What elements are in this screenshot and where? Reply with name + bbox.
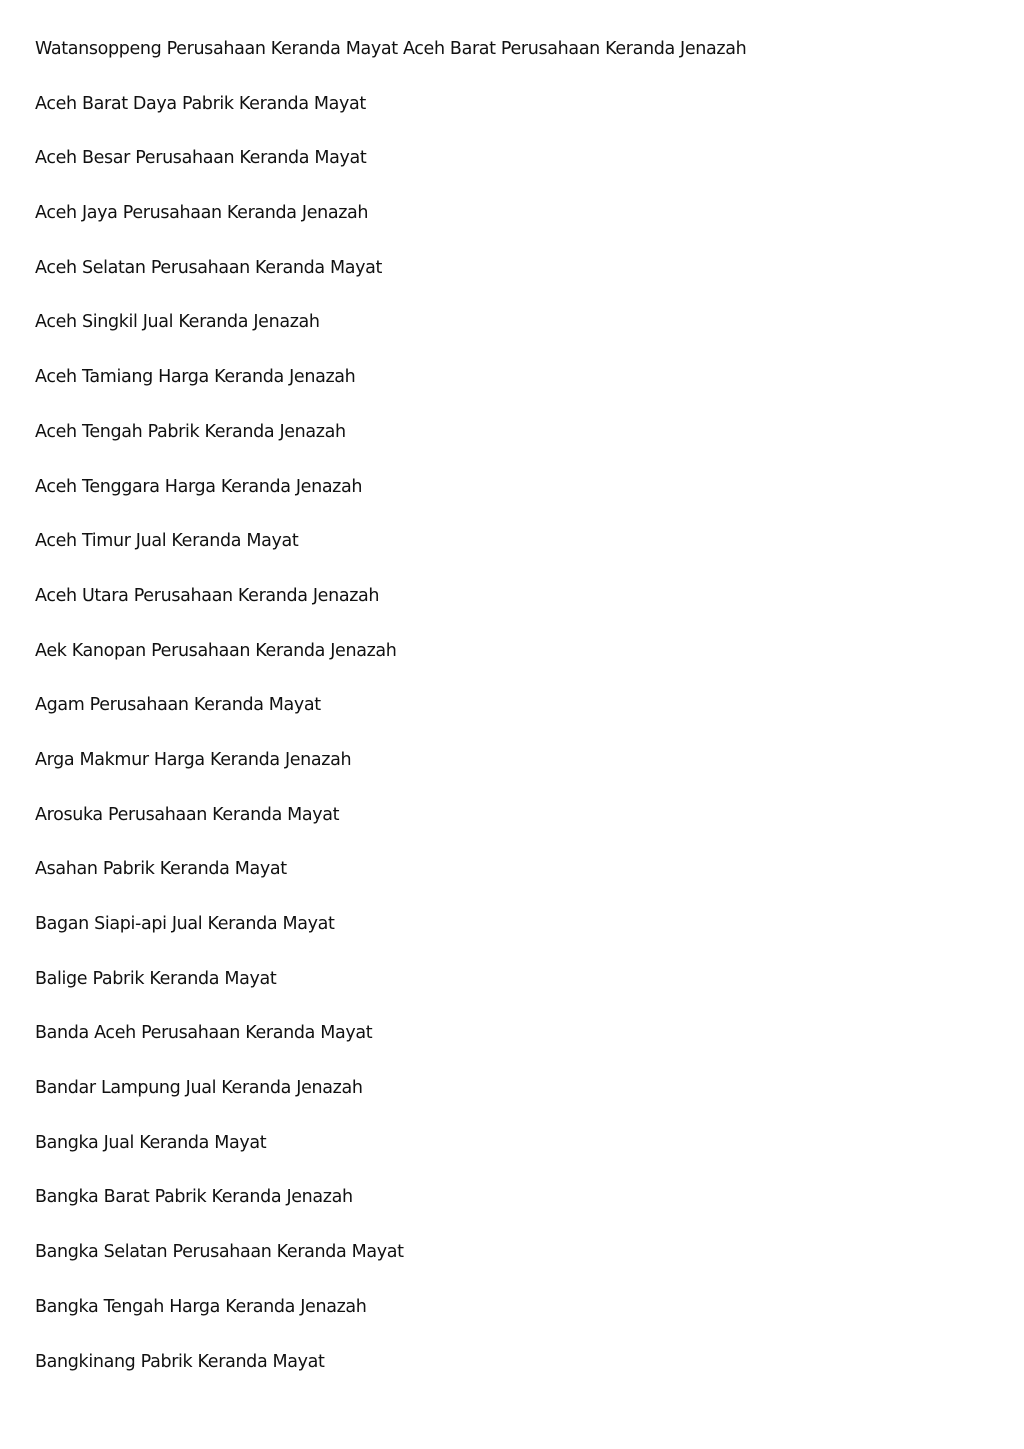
text-line: Balige Pabrik Keranda Mayat bbox=[35, 968, 277, 989]
text-line: Bangka Selatan Perusahaan Keranda Mayat bbox=[35, 1242, 404, 1263]
text-line: Bangka Barat Pabrik Keranda Jenazah bbox=[35, 1187, 353, 1208]
text-line-list bbox=[35, 36, 995, 1403]
text-line: Bangkinang Pabrik Keranda Mayat bbox=[35, 1351, 325, 1372]
text-line: Asahan Pabrik Keranda Mayat bbox=[35, 859, 287, 880]
text-line: Aceh Timur Jual Keranda Mayat bbox=[35, 531, 299, 552]
text-line: Bandar Lampung Jual Keranda Jenazah bbox=[35, 1078, 363, 1099]
text-line: Banda Aceh Perusahaan Keranda Mayat bbox=[35, 1023, 373, 1044]
text-line: Aceh Tenggara Harga Keranda Jenazah bbox=[35, 476, 363, 497]
text-line: Aceh Selatan Perusahaan Keranda Mayat bbox=[35, 257, 383, 278]
text-line: Aceh Utara Perusahaan Keranda Jenazah bbox=[35, 585, 380, 606]
text-line: Aceh Tamiang Harga Keranda Jenazah bbox=[35, 367, 356, 388]
text-line: Aek Kanopan Perusahaan Keranda Jenazah bbox=[35, 640, 397, 661]
text-line: Aceh Tengah Pabrik Keranda Jenazah bbox=[35, 421, 346, 442]
text-line: Agam Perusahaan Keranda Mayat bbox=[35, 695, 321, 716]
text-line: Bagan Siapi-api Jual Keranda Mayat bbox=[35, 914, 335, 934]
text-line: Aceh Barat Daya Pabrik Keranda Mayat bbox=[35, 93, 366, 114]
text-line: Aceh Jaya Perusahaan Keranda Jenazah bbox=[35, 203, 369, 224]
text-line: Aceh Besar Perusahaan Keranda Mayat bbox=[35, 148, 367, 169]
text-line: Arga Makmur Harga Keranda Jenazah bbox=[35, 749, 352, 770]
text-line: Bangka Tengah Harga Keranda Jenazah bbox=[35, 1296, 367, 1317]
text-line: Arosuka Perusahaan Keranda Mayat bbox=[35, 804, 340, 825]
text-line: Aceh Singkil Jual Keranda Jenazah bbox=[35, 312, 320, 333]
text-line: Bangka Jual Keranda Mayat bbox=[35, 1132, 267, 1153]
text-line: Watansoppeng Perusahaan Keranda Mayat Aceh Barat Perusahaan Keranda Jenazah bbox=[35, 39, 747, 59]
